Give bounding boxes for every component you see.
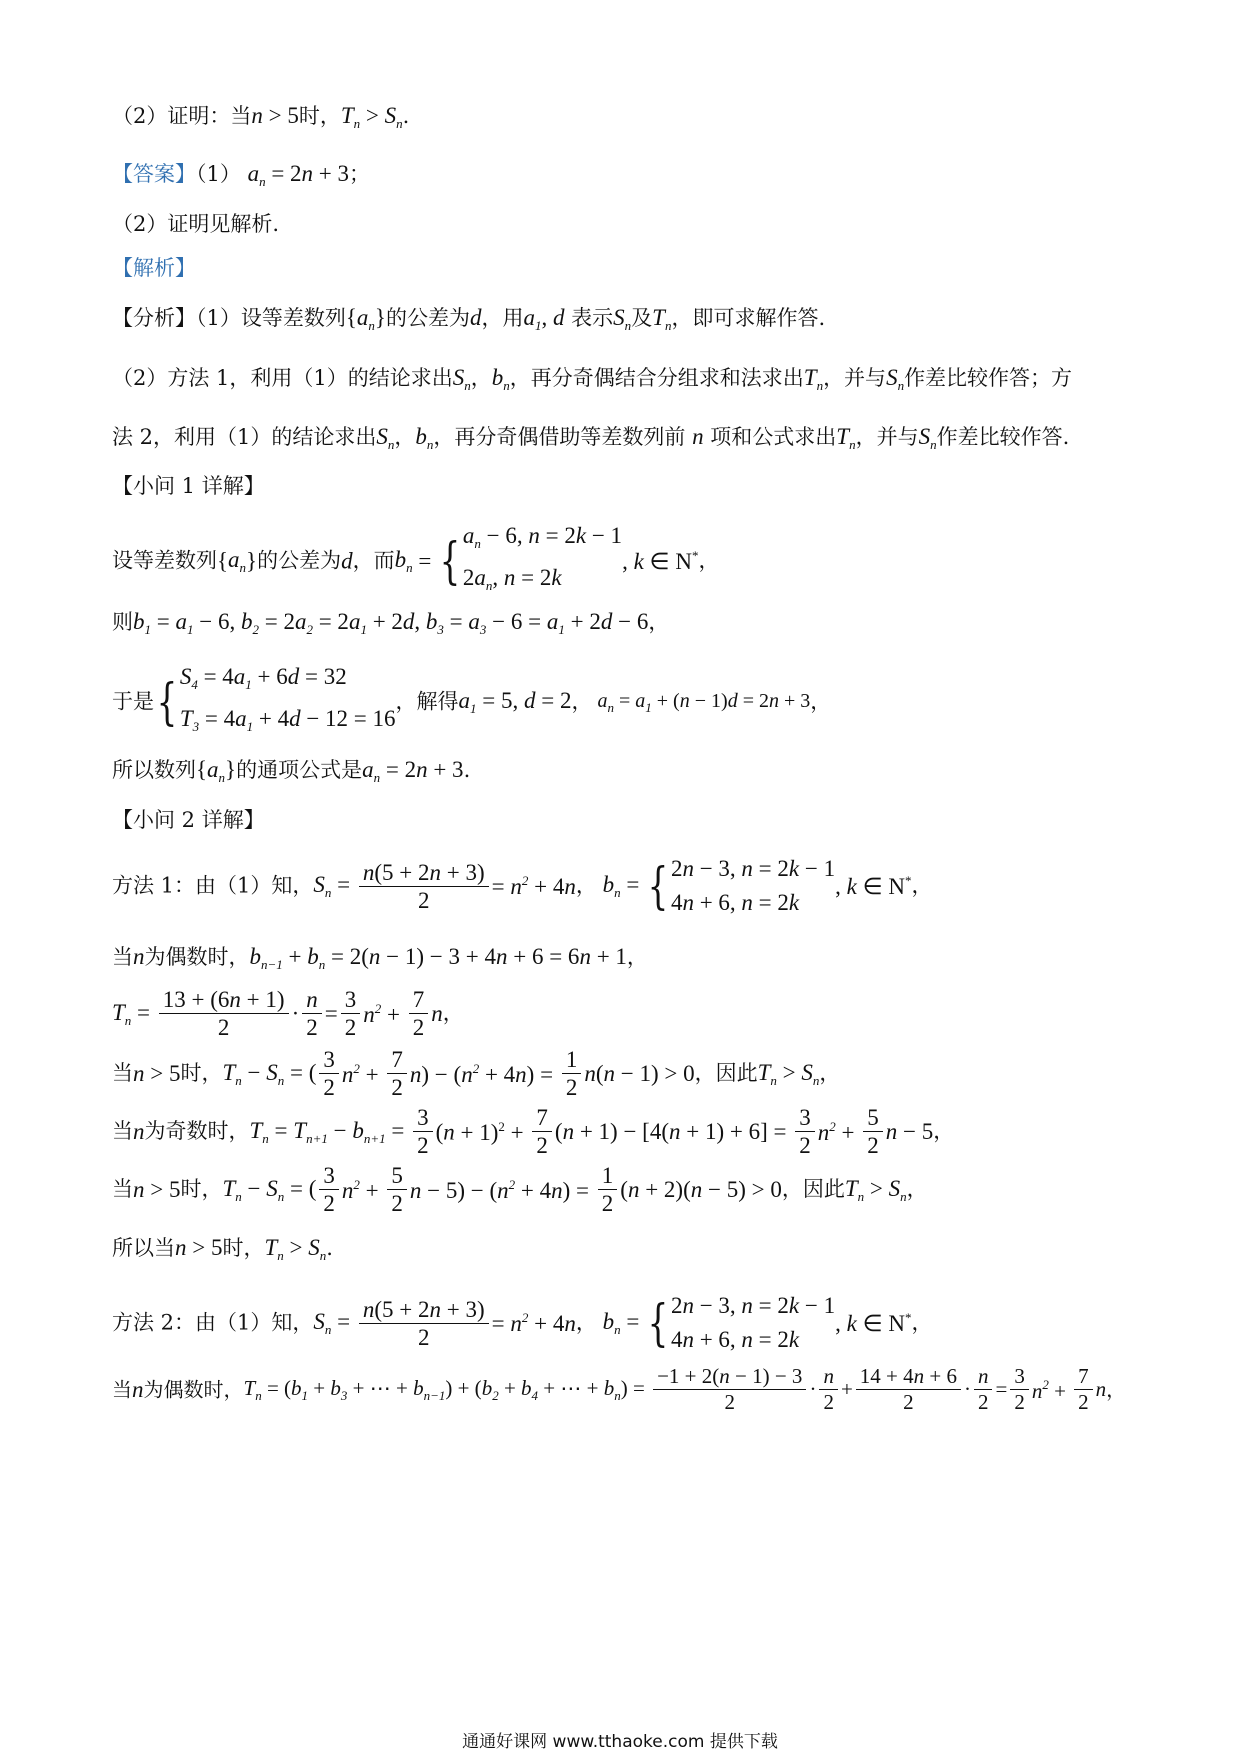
sub2-header: 【小问 2 详解】 — [112, 808, 265, 832]
analysis-line-1: 【分析】（1）设等差数列$\{a_n\}$的公差为d，用$a_1$, d 表示$S_n$及$T_n$，即可求解作答. — [112, 305, 826, 333]
sub2-m1-line-5: 当n为奇数时，$T_n = T_{n+1} - b_{n+1}$ = $\frac{3}{2}$ $(n + 1)^2$ + $\frac{7}{2}$ (n + 1) − [4(n + 1) + 6] = $\frac{3}{2}$ $n^2$ + $\frac{5}{2}$ n − 5， — [112, 1105, 955, 1158]
sub1-line-3: 于是{ $S_4 = 4a_1 + 6d = 32$ $T_3 = 4a_1 + 4d - 12 = 16$ ，解得$a_1 = 5$, d = 2， $a_n = a_1 + (n - 1)d = 2n + 3$， — [112, 664, 832, 734]
analysis-line-2: （2）方法 1，利用（1）的结论求出$S_n$，$b_n$，再分奇偶结合分组求和法求出$T_n$，并与$S_n$作差比较作答；方 — [112, 365, 1073, 393]
sub2-m1-line-1: 方法 1：由（1）知，$S_n$ = $\frac{n(5 + 2n + 3)}{2}$ = $n^2 + 4n$， $b_n$ = { 2n − 3, n = 2k − 1 4n + 6, n = 2k , k ∈ N*， — [112, 856, 933, 915]
sub2-m1-line-7: 所以当n > 5时，$T_n > S_n$. — [112, 1235, 333, 1263]
answer-part1-end: ； — [349, 162, 371, 186]
question-part2-end: . — [402, 104, 410, 128]
left-brace: { — [647, 1294, 669, 1352]
condition-formula: n — [251, 103, 263, 128]
answer-tag: 【答案】 — [112, 162, 196, 186]
sub2-m1-line-3: $T_n$ = $\frac{13 + (6n + 1)}{2}$ · $\frac{n}{2}$ = $\frac{3}{2}$ $n^2$ + $\frac{7}{2}$ n， — [112, 987, 464, 1040]
answer-part1-label: （1） — [196, 162, 241, 186]
left-brace: { — [647, 857, 669, 915]
sub2-m1-line-4: 当n > 5时，$T_n - S_n$ = ( $\frac{3}{2}$ $n^2$ + $\frac{7}{2}$ $n) - (n^2 + 4n)$ = $\frac{1}{2}$ n(n − 1) > 0，因此$T_n > S_n$， — [112, 1047, 841, 1100]
sub2-m1-line-2: 当n为偶数时，$b_{n-1} + b_n = 2(n - 1) - 3 + 4n + 6 = 6n + 1$， — [112, 944, 648, 972]
analysis-line-3: 法 2，利用（1）的结论求出$S_n$，$b_n$，再分奇偶借助等差数列前 n 项和公式求出$T_n$，并与$S_n$作差比较作答. — [112, 424, 1070, 452]
answer-line: 【答案】（1） $a_n = 2n + 3$； — [112, 161, 371, 189]
question-part2-mid: 时， — [298, 104, 341, 128]
sub1-header: 【小问 1 详解】 — [112, 474, 265, 498]
question-part2: （2）证明：当n > 5时，$T_n > S_n$. — [112, 103, 410, 131]
claim-formula: $T_n$ — [340, 103, 361, 131]
left-brace: { — [439, 532, 461, 590]
footer-watermark: 通通好课网 www.tthaoke.com 提供下载 — [462, 1732, 778, 1752]
sub2-m1-line-6: 当n > 5时，$T_n - S_n$ = ( $\frac{3}{2}$ $n^2$ + $\frac{5}{2}$ $n - 5) - (n^2 + 4n)$ = $\frac{1}{2}$ (n + 2)(n − 5) > 0，因此$T_n > S_n$， — [112, 1163, 928, 1216]
sub1-line-4: 所以数列$\{a_n\}$的通项公式是$a_n = 2n + 3$. — [112, 757, 471, 785]
sub1-line-1: 设等差数列$\{a_n\}$的公差为d，而$b_n$ = { $a_n - 6$, n = 2k − 1 $2a_n$, n = 2k , k ∈ N*， — [112, 523, 720, 593]
answer-part2: （2）证明见解析. — [112, 212, 280, 236]
answer-part1-formula: $a_n$ — [247, 161, 266, 189]
sub2-m2-line-2: 当n为偶数时，$T_n = (b_1 + b_3$ + ⋯ + $b_{n-1}) + (b_2 + b_4$ + ⋯ + $b_n$) = $\frac{-1 + 2(n - 1) - 3}{2}$ · $\frac{n}{2}$ + $\frac{14 + 4n + 6}{2}$ · $\frac{n}{2}$ = $\frac{3}{2}$ $n^2$ + $\frac{7}{2}$ n， — [112, 1364, 1127, 1414]
sub2-m2-line-1: 方法 2：由（1）知，$S_n$ = $\frac{n(5 + 2n + 3)}{2}$ = $n^2 + 4n$， $b_n$ = { 2n − 3, n = 2k − 1 4n + 6, n = 2k , k ∈ N*， — [112, 1293, 933, 1352]
sub1-line-2: 则$b_1 = a_1 - 6$, $b_2 = 2a_2 = 2a_1 + 2d$, $b_3 = a_3 - 6 = a_1 + 2d - 6$， — [112, 609, 670, 637]
question-part2-label: （2）证明：当 — [112, 104, 252, 128]
jiexi-tag: 【解析】 — [112, 256, 196, 280]
left-brace: { — [156, 673, 178, 731]
